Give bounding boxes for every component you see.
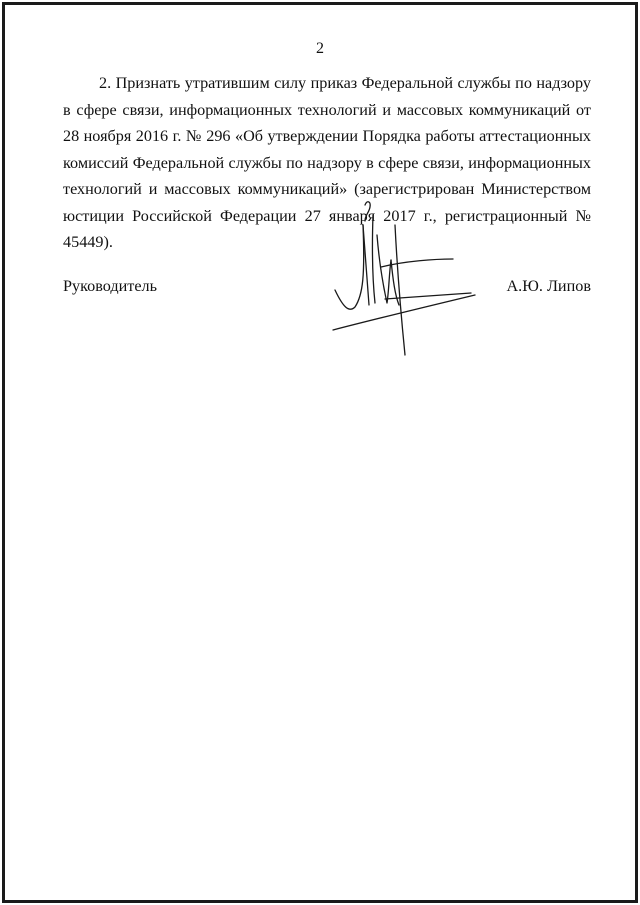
signer-title: Руководитель	[63, 277, 158, 295]
signature-stroke	[395, 225, 405, 355]
signature-stroke	[365, 202, 370, 221]
signature-stroke	[385, 293, 471, 299]
signature-stroke	[335, 225, 364, 309]
signature-stroke	[333, 295, 475, 330]
paragraph-2: 2. Признать утратившим силу приказ Федеральной службы по надзору в сфере связи, информационных технологий и массовых коммуникаций от 28 ноября 2016 г. № 296 «Об утверждении Порядка работы аттестационных комиссий Федеральной службы по надзору в сфере связи, информационных технологий и массовых коммуникаций» (зарегистрирован Министерством юстиции Российской Федерации 27 января 2017 г., регистрационный № 45449).	[63, 74, 591, 251]
signer-name: А.Ю. Липов	[506, 277, 591, 295]
signature-stroke	[372, 215, 375, 303]
handwritten-signature-icon	[325, 195, 485, 365]
page-number: 2	[316, 40, 324, 57]
signature-stroke	[377, 235, 391, 303]
